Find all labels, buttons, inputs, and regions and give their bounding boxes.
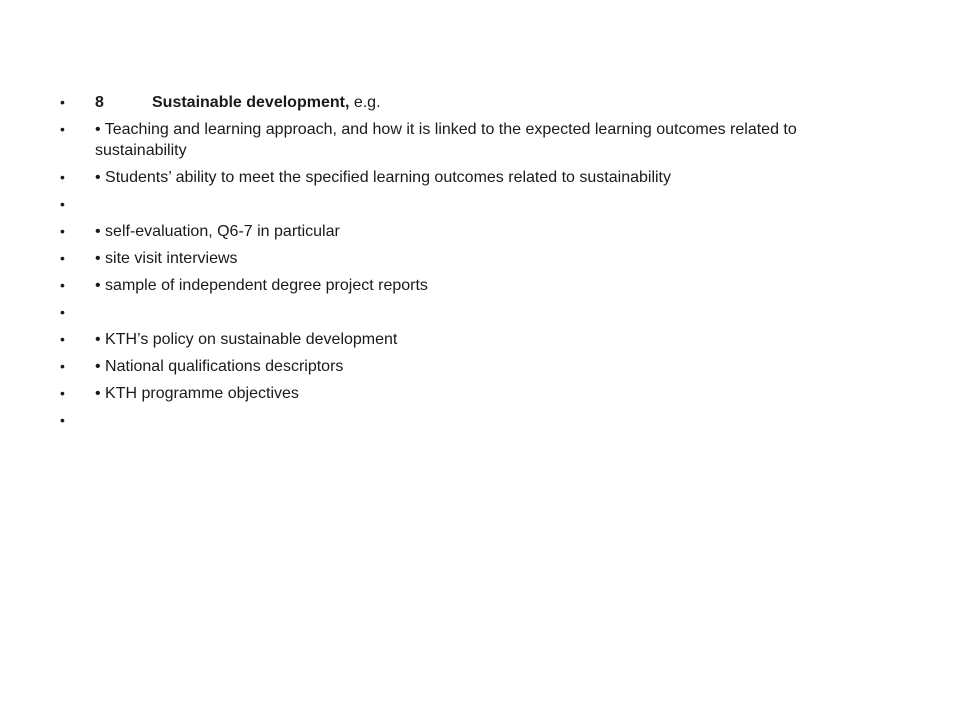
bullet-marker: • xyxy=(60,331,65,347)
bullet-marker: • xyxy=(60,277,65,293)
bullet-marker: • xyxy=(60,223,65,239)
list-item-text: • Teaching and learning approach, and how it is linked to the expected learning outcomes related to sustainability xyxy=(95,121,797,159)
bullet-marker: • xyxy=(60,121,65,137)
heading-number: 8 xyxy=(95,94,104,111)
list-item-text: • KTH programme objectives xyxy=(95,385,299,402)
bullet-marker: • xyxy=(60,358,65,374)
heading-text xyxy=(95,92,880,113)
list-item-empty xyxy=(60,302,880,323)
bullet-marker: • xyxy=(60,196,65,212)
bullet-marker: • xyxy=(60,412,65,428)
bullet-marker: • xyxy=(60,169,65,185)
list-item-heading xyxy=(60,92,880,113)
list-item xyxy=(60,329,880,350)
list-item-text: • KTH’s policy on sustainable development xyxy=(95,331,398,348)
list-item-text: • Students’ ability to meet the specified learning outcomes related to sustainability xyxy=(95,169,671,186)
bullet-list xyxy=(60,92,880,437)
bullet-marker: • xyxy=(60,94,65,110)
list-item xyxy=(60,119,880,161)
bullet-marker: • xyxy=(60,385,65,401)
list-item-text: • self-evaluation, Q6-7 in particular xyxy=(95,223,340,240)
heading-suffix: e.g. xyxy=(349,94,381,111)
heading-title: Sustainable development, xyxy=(152,94,350,111)
list-item xyxy=(60,167,880,188)
list-item xyxy=(60,221,880,242)
bullet-marker: • xyxy=(60,250,65,266)
list-item-empty xyxy=(60,410,880,431)
list-item-text: • sample of independent degree project reports xyxy=(95,277,428,294)
list-item xyxy=(60,356,880,377)
bullet-marker: • xyxy=(60,304,65,320)
list-item xyxy=(60,248,880,269)
list-item-text: • National qualifications descriptors xyxy=(95,358,344,375)
list-item-text: • site visit interviews xyxy=(95,250,238,267)
list-item xyxy=(60,383,880,404)
list-item-empty xyxy=(60,194,880,215)
list-item xyxy=(60,275,880,296)
